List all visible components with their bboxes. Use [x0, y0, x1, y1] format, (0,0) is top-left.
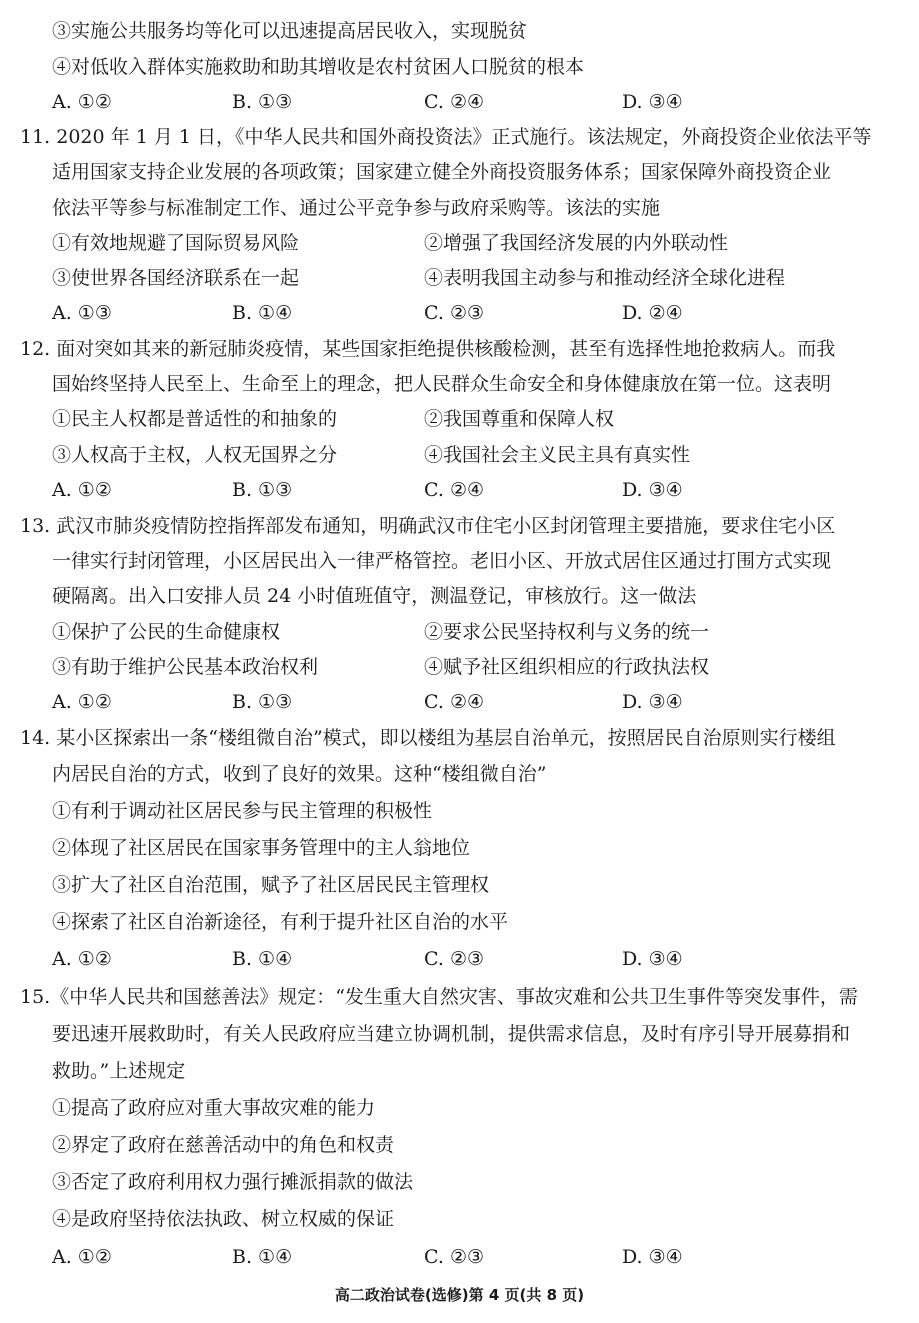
q14-item-3: ③扩大了社区自治范围，赋予了社区居民民主管理权	[52, 874, 490, 896]
q15-option-d[interactable]: D. ③④	[622, 1246, 683, 1268]
q11-option-a[interactable]: A. ①③	[52, 302, 112, 324]
q14-option-a[interactable]: A. ①②	[52, 948, 112, 970]
q11-stem-line-1: 11. 2020 年 1 月 1 日，《中华人民共和国外商投资法》正式施行。该法规定，外商投资企业依法平等	[20, 126, 872, 148]
q12-items-row-1	[52, 407, 902, 431]
q14-option-c[interactable]: C. ②③	[424, 948, 485, 970]
page-footer: 高二政治试卷(选修)第 4 页(共 8 页)	[334, 1286, 585, 1304]
q15-item-1: ①提高了政府应对重大事故灾难的能力	[52, 1097, 376, 1119]
q11-item-4: ④表明我国主动参与和推动经济全球化进程	[424, 267, 786, 289]
q15-item-3: ③否定了政府利用权力强行摊派捐款的做法	[52, 1171, 414, 1193]
q12-item-1: ①民主人权都是普适性的和抽象的	[52, 408, 338, 430]
q11-stem-line-2: 适用国家支持企业发展的各项政策；国家建立健全外商投资服务体系；国家保障外商投资企业	[52, 161, 832, 183]
q13-option-b[interactable]: B. ①③	[232, 691, 293, 713]
q13-options	[52, 690, 902, 714]
q12-item-2: ②我国尊重和保障人权	[424, 408, 615, 430]
q12-option-b[interactable]: B. ①③	[232, 479, 293, 501]
q15-option-a[interactable]: A. ①②	[52, 1246, 112, 1268]
q11-option-c[interactable]: C. ②③	[424, 302, 485, 324]
q14-option-d[interactable]: D. ③④	[622, 948, 683, 970]
q13-stem-line-2: 一律实行封闭管理，小区居民出入一律严格管控。老旧小区、开放式居住区通过打围方式实现	[52, 550, 832, 572]
q15-option-c[interactable]: C. ②③	[424, 1246, 485, 1268]
q12-options	[52, 478, 902, 502]
q14-stem-line-2: 内居民自治的方式，收到了良好的效果。这种“楼组微自治”	[52, 763, 547, 785]
q13-option-a[interactable]: A. ①②	[52, 691, 112, 713]
q13-item-1: ①保护了公民的生命健康权	[52, 621, 281, 643]
q10-option-c[interactable]: C. ②④	[424, 91, 485, 113]
q12-stem-line-2: 国始终坚持人民至上、生命至上的理念，把人民群众生命安全和身体健康放在第一位。这表明	[52, 373, 832, 395]
q10-option-a[interactable]: A. ①②	[52, 91, 112, 113]
q11-stem-line-3: 依法平等参与标准制定工作、通过公平竞争参与政府采购等。该法的实施	[52, 197, 661, 219]
q13-option-d[interactable]: D. ③④	[622, 691, 683, 713]
q13-item-2: ②要求公民坚持权利与义务的统一	[424, 621, 710, 643]
q10-option-b[interactable]: B. ①③	[232, 91, 293, 113]
q11-option-b[interactable]: B. ①④	[232, 302, 293, 324]
q14-item-1: ①有利于调动社区居民参与民主管理的积极性	[52, 800, 433, 822]
q12-items-row-2	[52, 443, 902, 467]
q11-items-row-1	[52, 231, 902, 255]
q14-options	[52, 947, 902, 971]
q10-options	[52, 90, 902, 114]
q15-options	[52, 1245, 902, 1269]
q15-option-b[interactable]: B. ①④	[232, 1246, 293, 1268]
q10-option-d[interactable]: D. ③④	[622, 91, 683, 113]
q15-stem-line-1: 15.《中华人民共和国慈善法》规定：“发生重大自然灾害、事故灾难和公共卫生事件等突发事件，需	[20, 986, 858, 1008]
q12-option-a[interactable]: A. ①②	[52, 479, 112, 501]
q11-item-3: ③使世界各国经济联系在一起	[52, 267, 300, 289]
q13-items-row-2	[52, 655, 902, 679]
q11-options	[52, 301, 902, 325]
q11-item-1: ①有效地规避了国际贸易风险	[52, 232, 300, 254]
q12-item-4: ④我国社会主义民主具有真实性	[424, 444, 691, 466]
q12-item-3: ③人权高于主权，人权无国界之分	[52, 444, 338, 466]
q15-stem-line-2: 要迅速开展救助时，有关人民政府应当建立协调机制，提供需求信息，及时有序引导开展募捐和	[52, 1023, 851, 1045]
q13-stem-line-3: 硬隔离。出入口安排人员 24 小时值班值守，测温登记，审核放行。这一做法	[52, 585, 697, 607]
q10-item-4: ④对低收入群体实施救助和助其增收是农村贫困人口脱贫的根本	[52, 56, 585, 78]
q14-option-b[interactable]: B. ①④	[232, 948, 293, 970]
q14-item-2: ②体现了社区居民在国家事务管理中的主人翁地位	[52, 837, 471, 859]
q12-option-c[interactable]: C. ②④	[424, 479, 485, 501]
q13-item-3: ③有助于维护公民基本政治权利	[52, 656, 319, 678]
q11-items-row-2	[52, 266, 902, 290]
q11-item-2: ②增强了我国经济发展的内外联动性	[424, 232, 729, 254]
q13-option-c[interactable]: C. ②④	[424, 691, 485, 713]
q13-item-4: ④赋予社区组织相应的行政执法权	[424, 656, 710, 678]
q15-stem-line-3: 救助。”上述规定	[52, 1060, 186, 1082]
q13-stem-line-1: 13. 武汉市肺炎疫情防控指挥部发布通知，明确武汉市住宅小区封闭管理主要措施，要求住宅小区	[20, 515, 836, 537]
q14-item-4: ④探索了社区自治新途径，有利于提升社区自治的水平	[52, 911, 509, 933]
q10-item-3: ③实施公共服务均等化可以迅速提高居民收入，实现脱贫	[52, 20, 528, 42]
q11-option-d[interactable]: D. ②④	[622, 302, 683, 324]
q14-stem-line-1: 14. 某小区探索出一条“楼组微自治”模式，即以楼组为基层自治单元，按照居民自治原则实行楼组	[20, 727, 836, 749]
q12-stem-line-1: 12. 面对突如其来的新冠肺炎疫情，某些国家拒绝提供核酸检测，甚至有选择性地抢救病人。而我	[20, 338, 836, 360]
q15-item-2: ②界定了政府在慈善活动中的角色和权责	[52, 1134, 395, 1156]
q15-item-4: ④是政府坚持依法执政、树立权威的保证	[52, 1208, 395, 1230]
q13-items-row-1	[52, 620, 902, 644]
q12-option-d[interactable]: D. ③④	[622, 479, 683, 501]
